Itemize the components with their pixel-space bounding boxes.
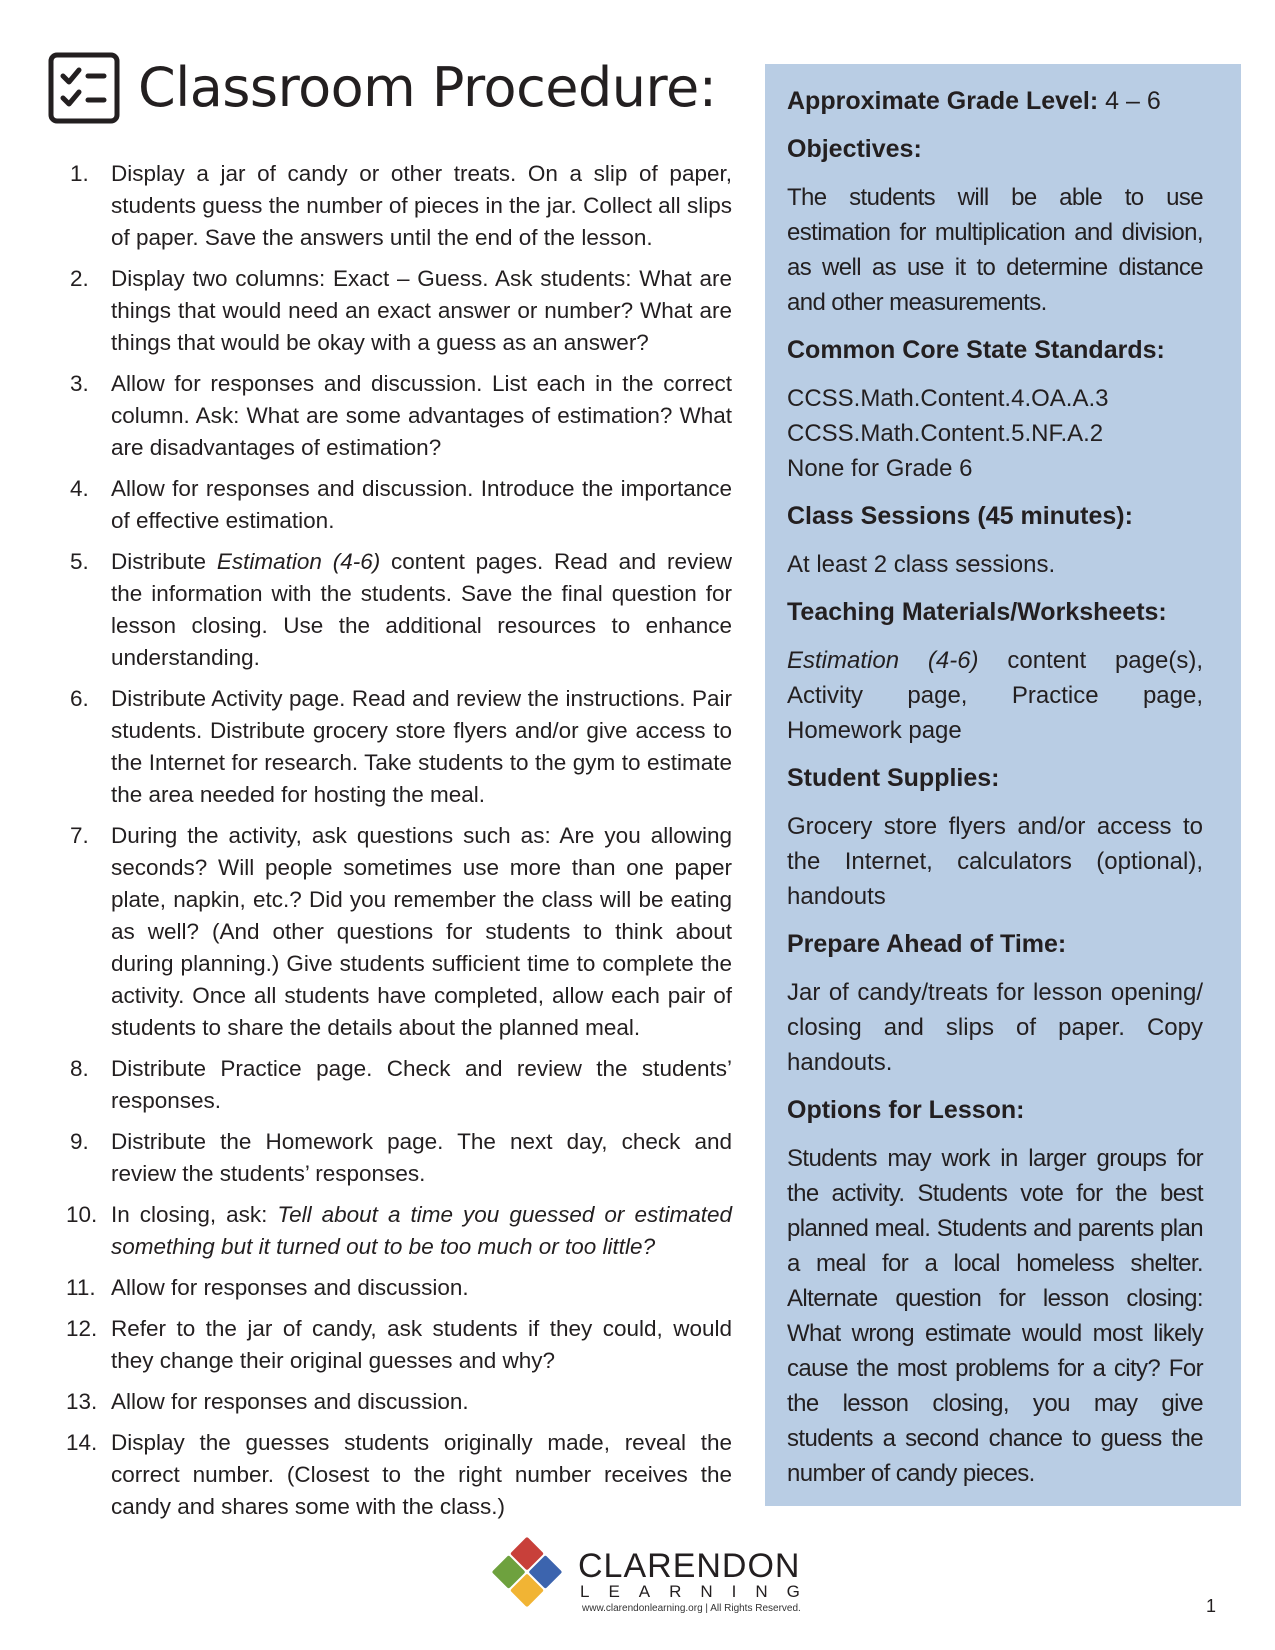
procedure-step bbox=[70, 1126, 732, 1190]
prepare-heading: Prepare Ahead of Time: bbox=[787, 930, 1067, 958]
step-text: During the activity, ask questions such as: Are you allowing seconds? Will people sometimes use more than one paper plate, napkin, etc.? Did you remember the class will be eating as well? (And other questions for students to think about during planning.) Give students sufficient time to complete the activity. Once all students have completed, allow each pair of students to share the details about the planned meal. bbox=[111, 823, 732, 1040]
step-text-italic: Tell about a time you guessed or estimated something but it turned out to be too much or too little? bbox=[111, 1202, 733, 1259]
step-number: 11. bbox=[66, 1275, 96, 1300]
brand-subtitle: LEARNING bbox=[580, 1582, 819, 1601]
step-text: In closing, ask: bbox=[111, 1202, 278, 1227]
procedure-step bbox=[70, 368, 732, 464]
step-text: Allow for responses and discussion. bbox=[111, 1389, 469, 1414]
procedure-list bbox=[66, 158, 733, 1532]
step-number: 9. bbox=[70, 1129, 89, 1154]
grade-level-value: 4 – 6 bbox=[1098, 87, 1161, 115]
procedure-step bbox=[70, 263, 732, 359]
step-number: 3. bbox=[70, 371, 89, 396]
procedure-step bbox=[66, 1199, 733, 1263]
procedure-step bbox=[70, 683, 732, 811]
procedure-step bbox=[70, 1053, 732, 1117]
standards-list bbox=[787, 381, 1203, 486]
standards-heading: Common Core State Standards: bbox=[787, 336, 1165, 364]
sessions-heading: Class Sessions (45 minutes): bbox=[787, 502, 1133, 530]
step-number: 14. bbox=[66, 1430, 98, 1455]
step-text: Display two columns: Exact – Guess. Ask students: What are things that would need an exact answer or number? What are things that would be okay with a guess as an answer? bbox=[111, 266, 732, 355]
step-text: Distribute Activity page. Read and review the instructions. Pair students. Distribute grocery store flyers and/or give access to the Internet for research. Take students to the gym to estimate the area needed for hosting the meal. bbox=[111, 686, 732, 807]
step-number: 1. bbox=[70, 161, 89, 186]
step-number: 2. bbox=[70, 266, 89, 291]
standard-item: CCSS.Math.Content.4.OA.A.3 bbox=[787, 385, 1109, 412]
step-text: Display a jar of candy or other treats. On a slip of paper, students guess the number of pieces in the jar. Collect all slips of paper. Save the answers until the end of the lesson. bbox=[111, 161, 732, 250]
standard-item: None for Grade 6 bbox=[787, 455, 973, 482]
step-text: Distribute bbox=[111, 549, 217, 574]
step-text: Allow for responses and discussion. bbox=[111, 1275, 469, 1300]
prepare-text: Jar of candy/treats for lesson opening/ closing and slips of paper. Copy handouts. bbox=[787, 979, 1203, 1076]
materials-title: Estimation (4-6) bbox=[787, 647, 979, 674]
step-text: Allow for responses and discussion. List each in the correct column. Ask: What are some advantages of estimation? What are disadvantages of estimation? bbox=[111, 371, 732, 460]
step-number: 12. bbox=[66, 1316, 98, 1341]
step-number: 4. bbox=[70, 476, 89, 501]
sessions-text: At least 2 class sessions. bbox=[787, 551, 1056, 578]
materials-rest: content page(s), Activity page, Practice page, Homework page bbox=[787, 647, 1204, 744]
materials-text bbox=[787, 643, 1203, 748]
step-text: content pages. Read and review the information with the students. Save the final question for lesson closing. Use the additional resources to enhance understanding. bbox=[111, 549, 732, 670]
brand-name: CLARENDON bbox=[578, 1547, 801, 1585]
procedure-step bbox=[66, 1313, 732, 1377]
procedure-step bbox=[66, 1427, 732, 1523]
step-number: 7. bbox=[70, 823, 89, 848]
step-number: 6. bbox=[70, 686, 89, 711]
supplies-text: Grocery store flyers and/or access to the Internet, calculators (optional), handouts bbox=[787, 813, 1203, 910]
step-text: Refer to the jar of candy, ask students if they could, would they change their original guesses and why? bbox=[111, 1316, 732, 1373]
grade-level bbox=[787, 84, 1203, 119]
objectives-heading: Objectives: bbox=[787, 135, 922, 163]
procedure-step bbox=[70, 473, 732, 537]
footer-url: www.clarendonlearning.org | All Rights Reserved. bbox=[582, 1603, 801, 1614]
supplies-heading: Student Supplies: bbox=[787, 764, 1000, 792]
procedure-step bbox=[70, 820, 732, 1044]
page-title: Classroom Procedure: bbox=[138, 56, 717, 119]
options-heading: Options for Lesson: bbox=[787, 1096, 1025, 1124]
step-number: 10. bbox=[66, 1202, 98, 1227]
step-number: 5. bbox=[70, 549, 89, 574]
step-number: 13. bbox=[66, 1389, 98, 1414]
step-text: Distribute Practice page. Check and review the students’ responses. bbox=[111, 1056, 732, 1113]
lesson-info-panel bbox=[765, 64, 1241, 1506]
objectives-text: The students will be able to use estimation for multiplication and division, as well as use it to determine distance and other measurements. bbox=[787, 184, 1203, 316]
step-text: Distribute the Homework page. The next day, check and review the students’ responses. bbox=[111, 1129, 732, 1186]
standard-item: CCSS.Math.Content.5.NF.A.2 bbox=[787, 420, 1104, 447]
materials-heading: Teaching Materials/Worksheets: bbox=[787, 598, 1167, 626]
puzzle-logo-icon bbox=[487, 1532, 567, 1612]
checklist-icon bbox=[48, 52, 120, 124]
step-number: 8. bbox=[70, 1056, 89, 1081]
step-text: Allow for responses and discussion. Introduce the importance of effective estimation. bbox=[111, 476, 732, 533]
page-number: 1 bbox=[1206, 1596, 1217, 1616]
procedure-step bbox=[66, 1272, 732, 1304]
step-text-italic: Estimation (4-6) bbox=[216, 549, 381, 574]
procedure-step bbox=[70, 546, 732, 674]
procedure-step bbox=[70, 158, 732, 254]
step-text: Display the guesses students originally made, reveal the correct number. (Closest to the right number receives the candy and shares some with the class.) bbox=[111, 1430, 732, 1519]
procedure-step bbox=[66, 1386, 732, 1418]
grade-level-label: Approximate Grade Level: bbox=[787, 87, 1099, 115]
options-text: Students may work in larger groups for the activity. Students vote for the best planned meal. Students and parents plan a meal for a local homeless shelter. Alternate question for lesson closing: What wrong estimate would most likely cause the most problems for a city? For the lesson closing, you may give students a second chance to guess the number of candy pieces. bbox=[787, 1145, 1203, 1487]
